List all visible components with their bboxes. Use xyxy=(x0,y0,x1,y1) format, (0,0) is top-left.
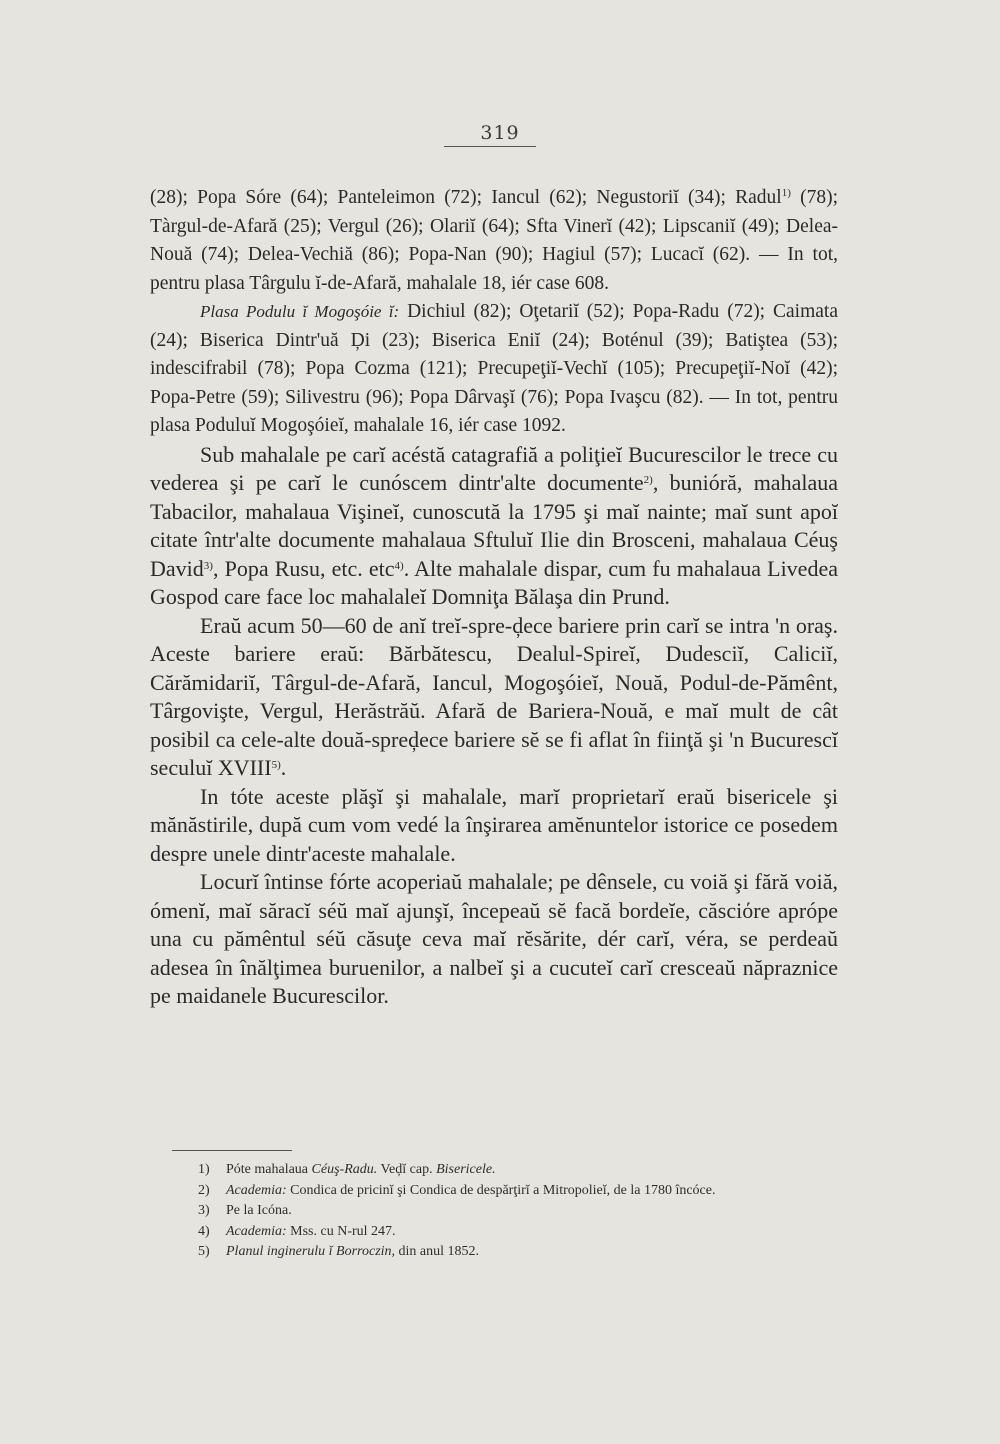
footnote-rule xyxy=(172,1150,292,1151)
footnotes xyxy=(198,1160,858,1263)
page-number: 319 xyxy=(480,122,520,144)
paragraph-3-text-b: , bunióră, mahalaua Tabacilor, mahalaua Vişineĭ, cunoscută la 1795 şi maĭ nainte; maĭ sunt apoĭ citate într'alte documente mahalaua Sftuluĭ Ilie din Brosceni, mahalaua Céuş David xyxy=(150,470,838,581)
footnote-italic: Planul inginerulu ĭ Borroczin, xyxy=(226,1244,396,1259)
paragraph-2 xyxy=(150,298,838,441)
footnote-text: Póte mahalaua xyxy=(226,1162,312,1177)
footnote-italic: Céuş-Radu. xyxy=(311,1162,378,1177)
paragraph-4-text-b: . xyxy=(280,755,287,780)
paragraph-6: Locurĭ întinse fórte acoperiaŭ mahalale; pe dênsele, cu voiă şi fără voiă, ómenĭ, maĭ săracĭ séŭ maĭ ajunşĭ, începeaŭ sĕ facă bordeĭe, căsciόre aprópe una cu pămêntul séŭ căsuţe ceva maĭ rĕsărite, dér carĭ, véra, se perdeaŭ adesea în înălţimea buruenilor, a nalbeĭ şi a cucuteĭ carĭ cresceaŭ năpraznice pe maidanele Bucurescilor. xyxy=(150,869,838,1008)
paragraph-4 xyxy=(150,612,838,783)
footnote-text: Mss. cu N-rul 247. xyxy=(286,1223,396,1239)
footnote-ref-5: 5) xyxy=(271,759,281,771)
footnote-5 xyxy=(198,1242,858,1263)
paragraph-5: In tóte aceste plăşĭ şi mahalale, marĭ proprietarĭ eraŭ bisericele şi mănăstirile, după cum vom vedé la înşirarea amĕnuntelor istorice ce posedem despre unele dintr'aceste mahalale. xyxy=(150,783,838,866)
paragraph-3 xyxy=(150,441,838,612)
footnote-ref-1: 1) xyxy=(781,187,791,199)
footnote-number: 4) xyxy=(198,1223,210,1239)
footnote-4 xyxy=(198,1222,858,1243)
paragraph-3-text-c: , Popa Rusu, etc. etc xyxy=(212,555,395,581)
footnote-ref-3: 3) xyxy=(203,559,213,572)
paragraph-1-text-b: (78); Tàrgul-de-Afară (25); Vergul (26); Olariĭ (64); Sfta Vinerĭ (42); Lipscaniĭ (49); Delea-Nouă (74); Delea-Vechiă (86); Popa-Nan (90); Hagiul (57); Lucacĭ (62). — In tot, pentru plasa Târgulu ĭ-de-Afară, mahalale 18, iér case 608. xyxy=(150,187,839,294)
footnote-number: 1) xyxy=(198,1162,210,1177)
footnote-2 xyxy=(198,1181,858,1202)
plasa-heading: Plasa Podulu ĭ Mogoşóie ĭ: xyxy=(200,302,400,321)
footnote-ref-2: 2) xyxy=(643,474,653,486)
paragraph-4-text-a: Eraŭ acum 50—60 de anĭ treĭ-spre-ḑece bariere prin carĭ se intra 'n oraş. Aceste bariere eraŭ: Bărbătescu, Dealul-Spireĭ, Dudesciĭ, Caliciĭ, Cărămidariĭ, Târgul-de-Afară, Iancul, Mogoşóieĭ, Nouă, Podul-de-Pămênt, Târgovişte, Vergul, Herăstrăŭ. Afară de Bariera-Nouă, e maĭ mult de cât posibil ca cele-alte două-spreḑece bariere sĕ se fi aflat în fiinţă şi 'n Bucurescĭ seculuĭ XVIII xyxy=(150,612,838,780)
footnote-3 xyxy=(198,1201,858,1222)
paragraph-1-text-a: (28); Popa Sóre (64); Panteleimon (72); Iancul (62); Negustoriĭ (34); Radul xyxy=(150,187,782,208)
footnote-text: din anul 1852. xyxy=(395,1244,480,1259)
body-text xyxy=(150,184,838,1011)
footnote-text: Condica de pricinĭ şi Condica de despărţirĭ a Mitropolieĭ, de la 1780 încóce. xyxy=(286,1182,716,1198)
paragraph-3-text-a: Sub mahalale pe carĭ acéstă catagrafiă a poliţieĭ Bucurescilor le trece cu vederea şi pe carĭ le cunóscem dintr'alte documente xyxy=(150,441,838,495)
paragraph-2-text: Dichiul (82); Oţetariĭ (52); Popa-Radu (72); Caimata (24); Biserica Dintr'uă Ḑi (23); Biserica Eniĭ (24); Boténul (39); Batiştea (53); indescifrabil (78); Popa Cozma (121); Precupeţiĭ-Vechĭ (105); Precupeţiĭ-Noĭ (42); Popa-Petre (59); Silivestru (96); Popa Dârvaşĭ (76); Popa Ivaşcu (82). — In tot, pentru plasa Poduluĭ Mogoşóieĭ, mahalale 16, iér case 1092. xyxy=(150,301,838,436)
footnote-number: 5) xyxy=(198,1244,210,1259)
page-number-rule xyxy=(444,146,536,147)
footnote-ref-4: 4) xyxy=(394,559,404,572)
paragraph-3-text-d: . Alte mahalale dispar, cum fu mahalaua Livedea Gospod care face loc mahalaleĭ Domniţa Bălaşa din Prund. xyxy=(150,555,838,609)
footnote-text: Veḑĭ cap. xyxy=(377,1162,437,1177)
footnote-1 xyxy=(198,1160,858,1181)
footnote-italic: Bisericele. xyxy=(436,1162,496,1177)
footnote-italic: Academia: xyxy=(226,1223,287,1239)
footnote-italic: Academia: xyxy=(226,1182,287,1198)
paragraph-1 xyxy=(150,184,838,298)
footnote-number: 2) xyxy=(198,1182,210,1198)
footnote-text: Pe la Icóna. xyxy=(226,1203,292,1218)
footnote-number: 3) xyxy=(198,1203,210,1218)
